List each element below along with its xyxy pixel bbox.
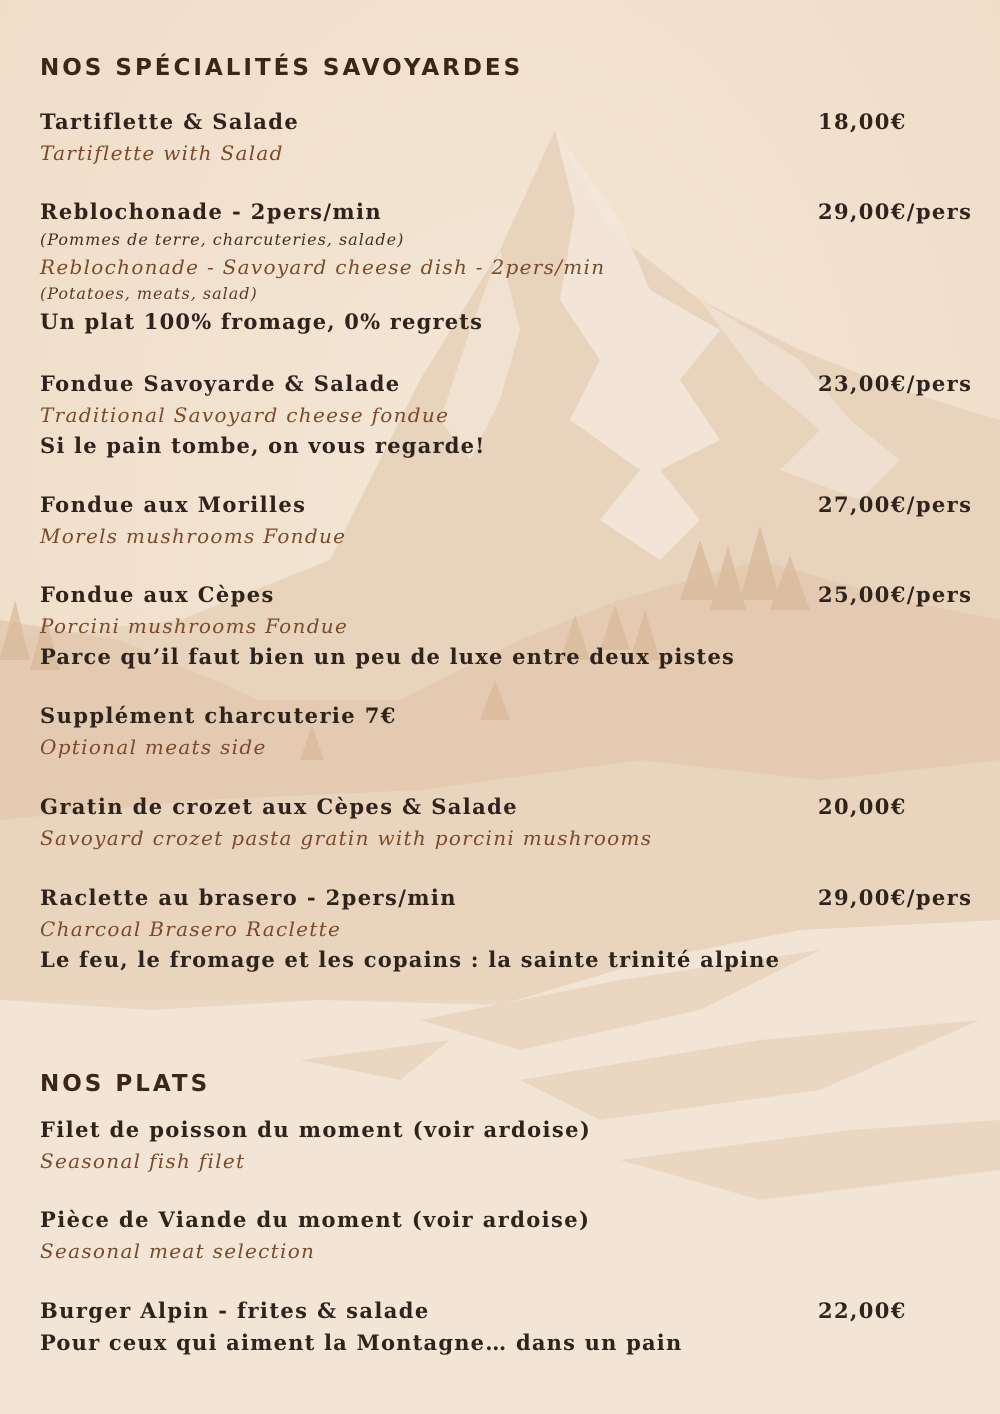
item-english-name: Reblochonade - Savoyard cheese dish - 2pers/min [40, 255, 606, 279]
menu-item-burger-alpin [40, 1295, 970, 1359]
item-price: 29,00€/pers [818, 199, 973, 224]
menu-item-reblochonade [40, 196, 973, 338]
item-price: 29,00€/pers [818, 885, 973, 910]
item-name: Gratin de crozet aux Cèpes & Salade [40, 794, 519, 819]
item-price: 22,00€ [818, 1298, 907, 1323]
item-price: 23,00€/pers [818, 371, 973, 396]
item-english-name: Traditional Savoyard cheese fondue [40, 403, 450, 427]
menu-item-supplement-charcuterie [40, 700, 970, 762]
menu-item-filet-poisson [40, 1114, 970, 1176]
item-name: Burger Alpin - frites & salade [40, 1298, 430, 1323]
menu-item-piece-viande [40, 1204, 970, 1266]
section-title-specialites: NOS SPÉCIALITÉS SAVOYARDES [40, 55, 524, 81]
item-english-name: Seasonal fish filet [40, 1149, 246, 1173]
item-english-name: Optional meats side [40, 735, 267, 759]
item-tagline: Un plat 100% fromage, 0% regrets [40, 309, 484, 334]
item-english-name: Savoyard crozet pasta gratin with porcini mushrooms [40, 826, 653, 850]
menu-item-fondue-morilles [40, 489, 973, 551]
item-price: 27,00€/pers [818, 492, 973, 517]
menu-item-fondue-savoyarde [40, 368, 973, 462]
menu-item-raclette-brasero [40, 882, 973, 976]
item-english-name: Tartiflette with Salad [40, 141, 284, 165]
item-price: 18,00€ [818, 109, 907, 134]
item-english-name: Charcoal Brasero Raclette [40, 917, 342, 941]
item-name: Tartiflette & Salade [40, 109, 300, 134]
item-tagline: Le feu, le fromage et les copains : la sainte trinité alpine [40, 947, 781, 972]
menu-item-fondue-cepes [40, 579, 973, 673]
item-tagline: Pour ceux qui aiment la Montagne… dans un pain [40, 1330, 683, 1355]
item-name: Supplément charcuterie 7€ [40, 703, 397, 728]
menu-item-tartiflette [40, 106, 970, 168]
item-name: Raclette au brasero - 2pers/min [40, 885, 457, 910]
item-english-name: Morels mushrooms Fondue [40, 524, 347, 548]
item-price: 25,00€/pers [818, 582, 973, 607]
item-english-name: Porcini mushrooms Fondue [40, 614, 349, 638]
section-title-plats: NOS PLATS [40, 1071, 211, 1097]
item-name: Pièce de Viande du moment (voir ardoise) [40, 1207, 591, 1232]
item-tagline: Parce qu’il faut bien un peu de luxe entre deux pistes [40, 644, 736, 669]
item-tagline: Si le pain tombe, on vous regarde! [40, 433, 486, 458]
item-name: Fondue Savoyarde & Salade [40, 371, 401, 396]
item-name: Fondue aux Morilles [40, 492, 307, 517]
item-detail-fr: (Pommes de terre, charcuteries, salade) [40, 230, 405, 249]
item-name: Reblochonade - 2pers/min [40, 199, 383, 224]
menu-item-gratin-crozet [40, 791, 970, 853]
item-price: 20,00€ [818, 794, 907, 819]
item-name: Filet de poisson du moment (voir ardoise) [40, 1117, 592, 1142]
item-english-name: Seasonal meat selection [40, 1239, 316, 1263]
item-name: Fondue aux Cèpes [40, 582, 275, 607]
item-detail-en: (Potatoes, meats, salad) [40, 284, 258, 303]
